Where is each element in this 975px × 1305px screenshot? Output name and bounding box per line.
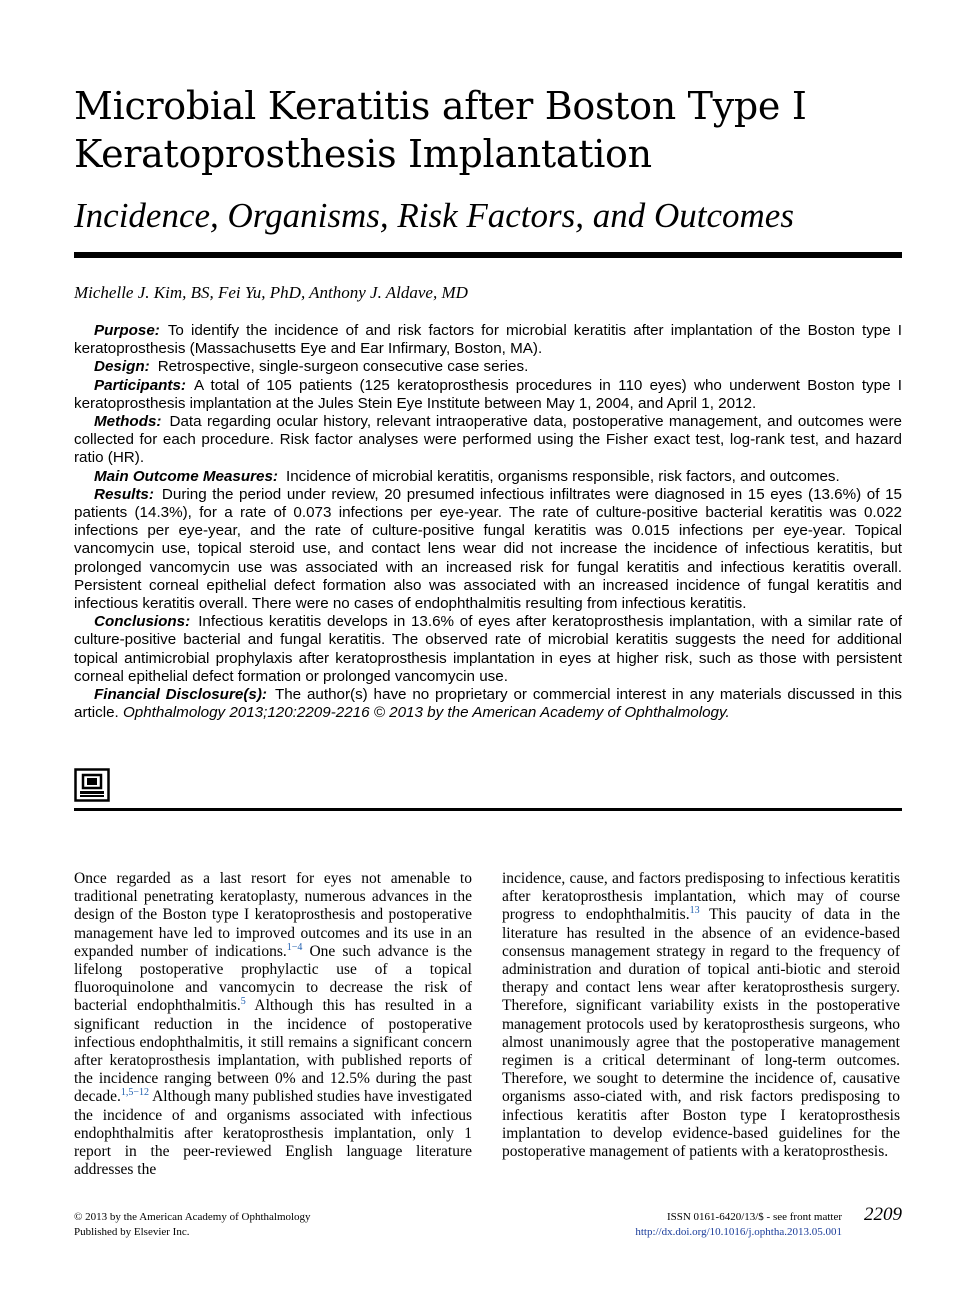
abstract-text: A total of 105 patients (125 keratoprosthesis procedures in 110 eyes) who underwent Boston type I keratoprosthesis implantation at the Jules Stein Eye Institute between May 1, 2004, and April 1, 2012.	[74, 376, 902, 412]
reference-link[interactable]: 1−4	[286, 941, 303, 953]
abstract-rule	[74, 808, 902, 811]
abstract-design	[74, 358, 902, 376]
body-text: Once regarded as a last resort for eyes not amenable to traditional penetrating keratoplasty, numerous advances in the design of the Boston type I keratoprosthesis and postoperative management have led to improved outcomes and its use in an expanded number of indications.	[74, 870, 472, 960]
abstract-text: Data regarding ocular history, relevant intraoperative data, postoperative management, and outcomes were collected for each procedure. Risk factor analyses were performed using the Fisher exact test, log-rank test, and hazard ratio (HR).	[74, 413, 902, 467]
abstract-label: Results:	[94, 485, 154, 503]
article-title-line-2: Keratoprosthesis Implantation	[74, 132, 652, 176]
citation: Ophthalmology 2013;120:2209-2216 © 2013 by the American Academy of Ophthalmology.	[122, 704, 730, 722]
abstract-main-outcome-measures	[74, 468, 902, 486]
body-text: Although this has resulted in a significant reduction in the incidence of postoperative infectious endophthalmitis, it still remains a significant concern after keratoprosthesis implantation, with published reports of the incidence ranging between 0% and 12.5% during the past decade.	[74, 997, 472, 1106]
body-text: One such advance is the lifelong postoperative prophylactic use of a topical fluoroquinolone and vancomycin to decrease the risk of bacterial endophthalmitis.	[74, 942, 473, 1015]
issn-line: ISSN 0161-6420/13/$ - see front matter	[666, 1211, 842, 1223]
footer-left	[74, 1210, 434, 1240]
body-text: incidence, cause, and factors predisposing to infectious keratitis after keratoprosthesis implantation, which may of course progress to endophthalmitis.	[502, 870, 900, 924]
body-text: Although many published studies have investigated the incidence of and organisms associated with infectious endophthalmitis after keratoprosthesis implantation, only 1 report in the peer-reviewed English language literature addresses the	[74, 1088, 472, 1179]
doi-link[interactable]: http://dx.doi.org/10.1016/j.ophtha.2013.05.001	[635, 1226, 842, 1238]
page-number: 2209	[864, 1204, 902, 1225]
reference-link[interactable]: 1,5−12	[120, 1087, 150, 1099]
abstract-text: The author(s) have no proprietary or commercial interest in any materials discussed in this article.	[74, 686, 903, 722]
abstract-conclusions	[74, 613, 902, 686]
article-title	[74, 82, 914, 178]
abstract-label: Conclusions:	[94, 613, 191, 631]
monitor-icon[interactable]	[74, 768, 110, 802]
footer-right	[560, 1210, 842, 1240]
copyright-line: © 2013 by the American Academy of Ophthalmology	[74, 1211, 311, 1223]
abstract-label: Participants:	[94, 376, 186, 394]
abstract-text: Infectious keratitis develops in 13.6% of eyes after keratoprosthesis implantation, with a similar rate of culture-positive bacterial and fungal keratitis. The observed rate of microbial keratitis suggests the need for additional topical antimicrobial prophylaxis after keratoprosthesis implantation in eyes at higher risk, such as those with persistent corneal epithelial defect formation or prolonged vancomycin use.	[74, 613, 902, 685]
body-column-right	[502, 870, 900, 1161]
reference-link[interactable]: 13	[689, 905, 700, 917]
body-text: This paucity of data in the literature has resulted in the absence of an evidence-based consensus management strategy in regard to the frequency of administration and duration of topical anti-biotic and steroid therapy and contact lens wear after keratoprosthesis surgery. Therefore, significant variability exists in the postoperative management protocols used by keratoprosthesis surgeons, who almost unanimously agree that the postoperative management regimen is a critical determinant of long-term outcomes. Therefore, we sought to determine the incidence of, causative organisms asso-ciated with, and risk factors predisposing to infectious keratitis after Boston type I keratoprosthesis implantation to develop evidence-based guidelines for the postoperative management of patients with a keratoprosthesis.	[502, 906, 900, 1161]
abstract-participants	[74, 377, 902, 413]
abstract-text: To identify the incidence of and risk factors for microbial keratitis after implantation of the Boston type I keratoprosthesis (Massachusetts Eye and Ear Infirmary, Boston, MA).	[74, 322, 902, 358]
abstract-label: Financial Disclosure(s):	[94, 686, 267, 704]
author-list: Michelle J. Kim, BS, Fei Yu, PhD, Anthony J. Aldave, MD	[74, 283, 468, 302]
body-column-left	[74, 870, 472, 1179]
abstract-label: Main Outcome Measures:	[94, 467, 278, 485]
abstract-text: During the period under review, 20 presumed infectious infiltrates were diagnosed in 15 eyes (13.6%) of 15 patients (14.3%), for a rate of 0.073 infections per eye-year. The rate of culture-positive bacterial keratitis was 0.022 infections per eye-year, and the rate of culture-positive fungal keratitis was 0.015 infections per eye-year. Topical vancomycin use, topical steroid use, and contact lens wear did not increase the incidence of infectious keratitis, but prolonged vancomycin use was associated with an increased risk for fungal keratitis and infectious keratitis overall. Persistent corneal epithelial defect formation also was associated with an increased incidence of fungal keratitis and infectious keratitis overall. There were no cases of endophthalmitis resulting from infectious keratitis.	[74, 485, 902, 613]
abstract-text: Retrospective, single-surgeon consecutive case series.	[157, 358, 529, 376]
header-rule	[74, 252, 902, 258]
abstract-label: Design:	[94, 358, 150, 376]
abstract-purpose	[74, 322, 902, 358]
abstract-text: Incidence of microbial keratitis, organisms responsible, risk factors, and outcomes.	[286, 467, 840, 485]
reference-link[interactable]: 5	[240, 996, 246, 1008]
publisher-line: Published by Elsevier Inc.	[74, 1226, 190, 1238]
body-paragraph	[502, 870, 900, 1161]
article-title-line-1: Microbial Keratitis after Boston Type I	[74, 84, 807, 128]
article-subtitle: Incidence, Organisms, Risk Factors, and Outcomes	[74, 196, 794, 235]
body-paragraph	[74, 870, 472, 1179]
abstract-financial-disclosure	[74, 686, 902, 722]
abstract-results	[74, 486, 902, 613]
abstract-methods	[74, 413, 902, 468]
abstract-label: Purpose:	[94, 322, 160, 339]
abstract	[74, 322, 902, 722]
abstract-label: Methods:	[94, 413, 162, 431]
